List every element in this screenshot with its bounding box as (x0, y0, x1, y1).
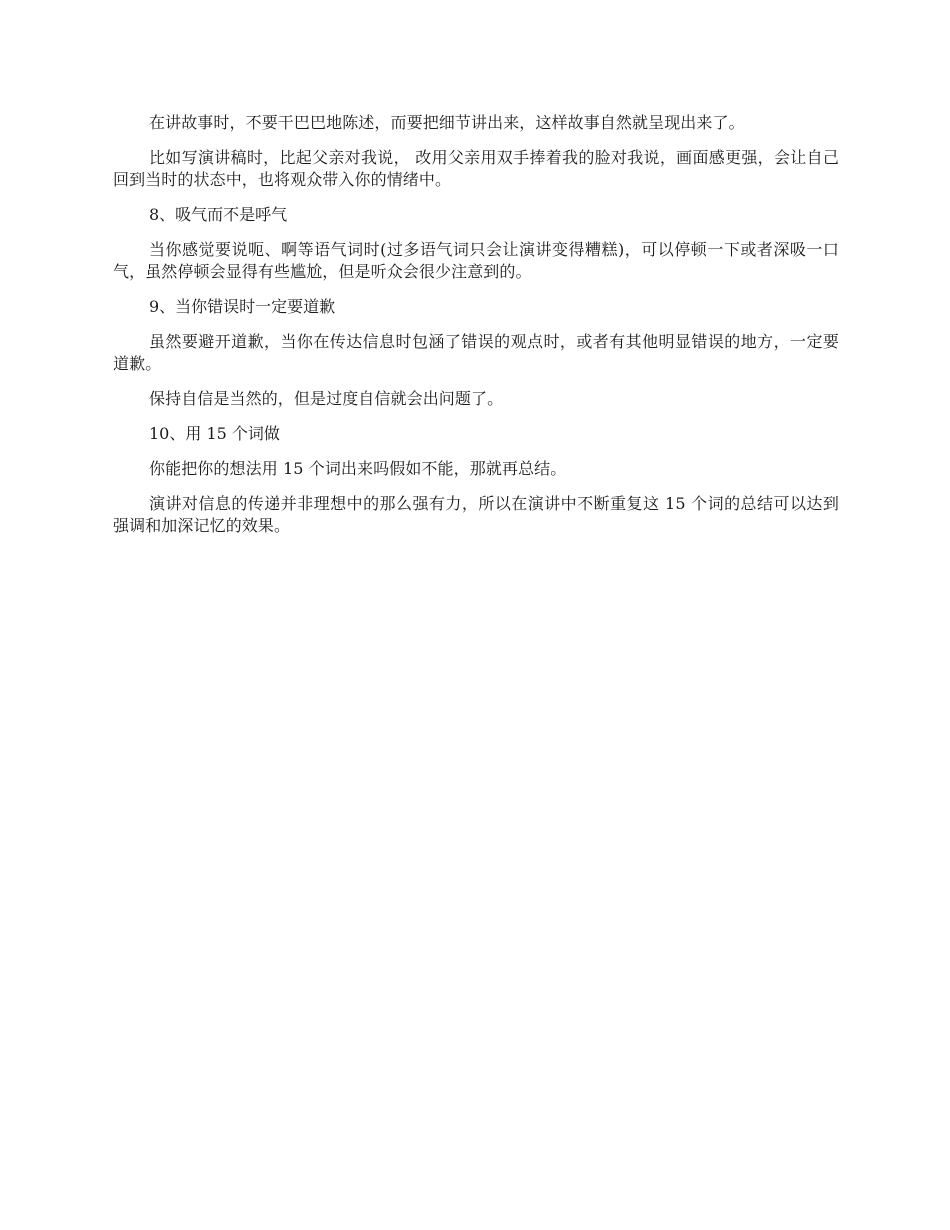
paragraph-repeat-summary: 演讲对信息的传递并非理想中的那么强有力，所以在演讲中不断重复这 15 个词的总结可以达到强调和加深记忆的效果。 (113, 494, 839, 535)
document-page (113, 112, 839, 550)
paragraph-pause-breathe: 当你感觉要说呃、啊等语气词时(过多语气词只会让演讲变得糟糕)，可以停顿一下或者深吸一口气，虽然停顿会显得有些尴尬，但是听众会很少注意到的。 (113, 240, 839, 281)
paragraph-fifteen-words: 你能把你的想法用 15 个词出来吗假如不能，那就再总结。 (149, 459, 567, 478)
section-heading-10: 10、用 15 个词做 (149, 424, 280, 443)
paragraph-confidence: 保持自信是当然的，但是过度自信就会出问题了。 (149, 389, 504, 408)
paragraph-speech-example: 比如写演讲稿时，比起父亲对我说， 改用父亲用双手捧着我的脸对我说，画面感更强，会让自己回到当时的状态中，也将观众带入你的情绪中。 (113, 148, 839, 189)
paragraph-storytelling-details: 在讲故事时，不要干巴巴地陈述，而要把细节讲出来，这样故事自然就呈现出来了。 (149, 113, 745, 132)
section-heading-8: 8、吸气而不是呼气 (149, 205, 288, 224)
paragraph-apologize: 虽然要避开道歉，当你在传达信息时包涵了错误的观点时，或者有其他明显错误的地方，一定要道歉。 (113, 332, 839, 373)
section-heading-9: 9、当你错误时一定要道歉 (149, 297, 336, 316)
